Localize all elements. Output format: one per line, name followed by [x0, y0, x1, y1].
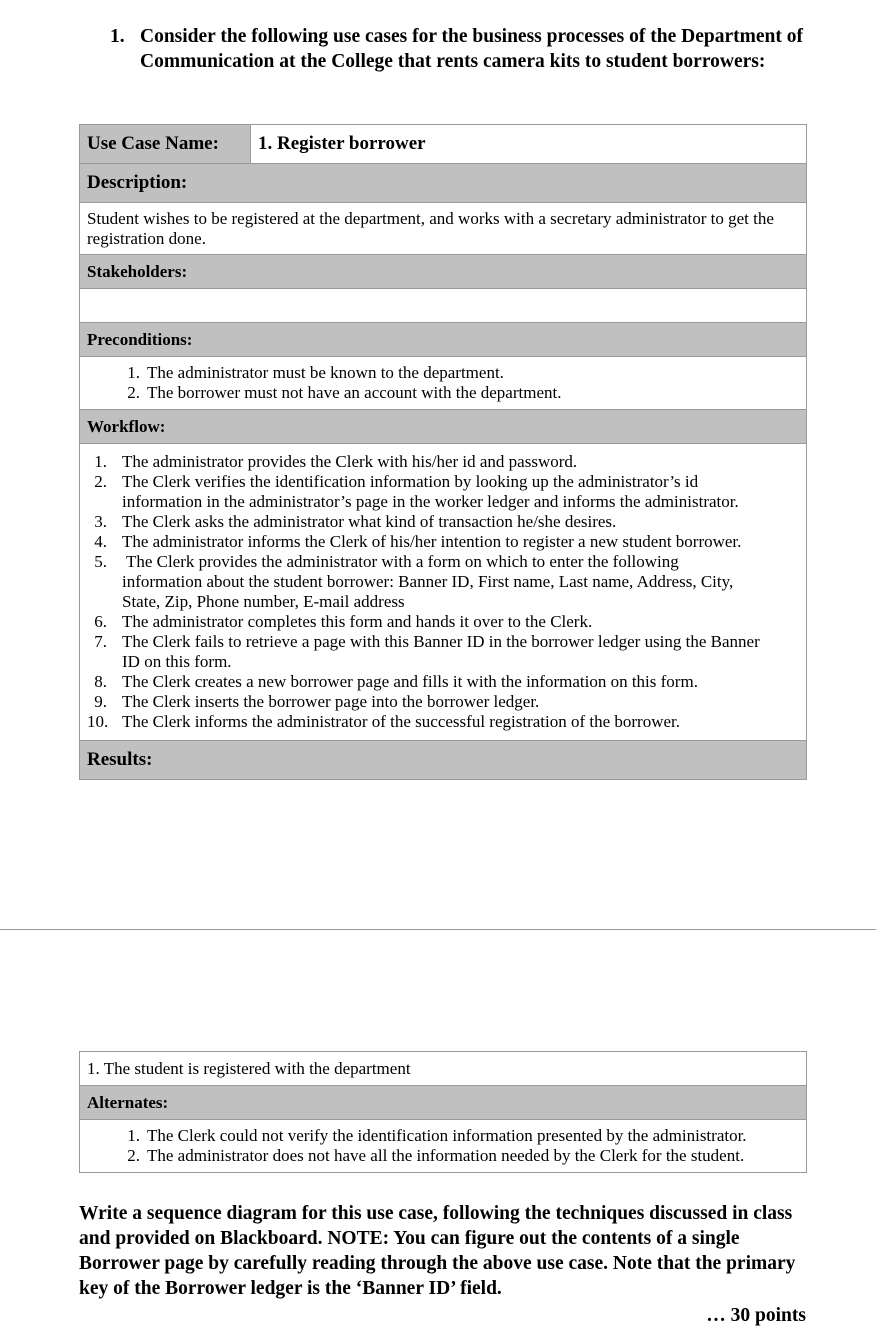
workflow-step: 1. The administrator provides the Clerk with his/her id and password. [94, 452, 578, 471]
stakeholders-text [80, 289, 807, 323]
use-case-table [79, 124, 807, 780]
list-item: 2. The borrower must not have an account with the department. [127, 383, 562, 402]
workflow-label: Workflow: [80, 410, 807, 444]
workflow-step: 7. The Clerk fails to retrieve a page with this Banner ID in the borrower ledger using the Banner ID on this form. [94, 632, 760, 671]
workflow-cell [80, 444, 807, 741]
results-label: Results: [80, 741, 807, 780]
workflow-step: 3. The Clerk asks the administrator what kind of transaction he/she desires. [94, 512, 617, 531]
alternates-list [112, 1126, 806, 1166]
workflow-step: 4. The administrator informs the Clerk of his/her intention to register a new student borrower. [94, 532, 742, 551]
alternates-cell [80, 1120, 807, 1173]
assignment-instructions: Write a sequence diagram for this use case, following the techniques discussed in class and provided on Blackboard. NOTE: You can figure out the contents of a single Borrower page by carefully reading through the above use case. Note that the primary key of the Borrower ledger is the ‘Banner ID’ field. [79, 1203, 796, 1299]
workflow-step: 9. The Clerk inserts the borrower page into the borrower ledger. [94, 692, 540, 711]
description-text: Student wishes to be registered at the department, and works with a secretary administrator to get the registration done. [80, 203, 807, 255]
description-label: Description: [80, 164, 807, 203]
preconditions-label: Preconditions: [80, 323, 807, 357]
use-case-name-label: Use Case Name: [80, 125, 251, 164]
alternates-label: Alternates: [80, 1086, 807, 1120]
use-case-table-continued [79, 1051, 807, 1173]
workflow-step: 5. The Clerk provides the administrator with a form on which to enter the following information about the student borrower: Banner ID, First name, Last name, Address, City, State, Zip, Phone number, E-mail address [94, 552, 734, 611]
results-text: 1. The student is registered with the department [80, 1052, 807, 1086]
stakeholders-label: Stakeholders: [80, 255, 807, 289]
workflow-step: 6. The administrator completes this form and hands it over to the Clerk. [94, 612, 593, 631]
workflow-step: 2. The Clerk verifies the identification information by looking up the administrator’s id information in the administrator’s page in the worker ledger and informs the administrator. [94, 472, 739, 511]
question-number: 1. [110, 26, 125, 47]
workflow-list [87, 452, 806, 732]
workflow-step: 10. The Clerk informs the administrator of the successful registration of the borrower. [87, 712, 681, 731]
preconditions-cell [80, 357, 807, 410]
question-text: Consider the following use cases for the business processes of the Department of Communication at the College that rents camera kits to student borrowers: [140, 26, 803, 72]
preconditions-list [112, 363, 806, 403]
list-item: 2. The administrator does not have all the information needed by the Clerk for the student. [127, 1146, 745, 1165]
points-label: … 30 points [706, 1305, 806, 1326]
question-intro [110, 24, 810, 74]
workflow-step: 8. The Clerk creates a new borrower page and fills it with the information on this form. [94, 672, 698, 691]
use-case-name-value: 1. Register borrower [251, 125, 807, 164]
list-item: 1. The Clerk could not verify the identification information presented by the administrator. [127, 1126, 747, 1145]
list-item: 1. The administrator must be known to the department. [127, 363, 504, 382]
page-break-divider [0, 929, 876, 930]
